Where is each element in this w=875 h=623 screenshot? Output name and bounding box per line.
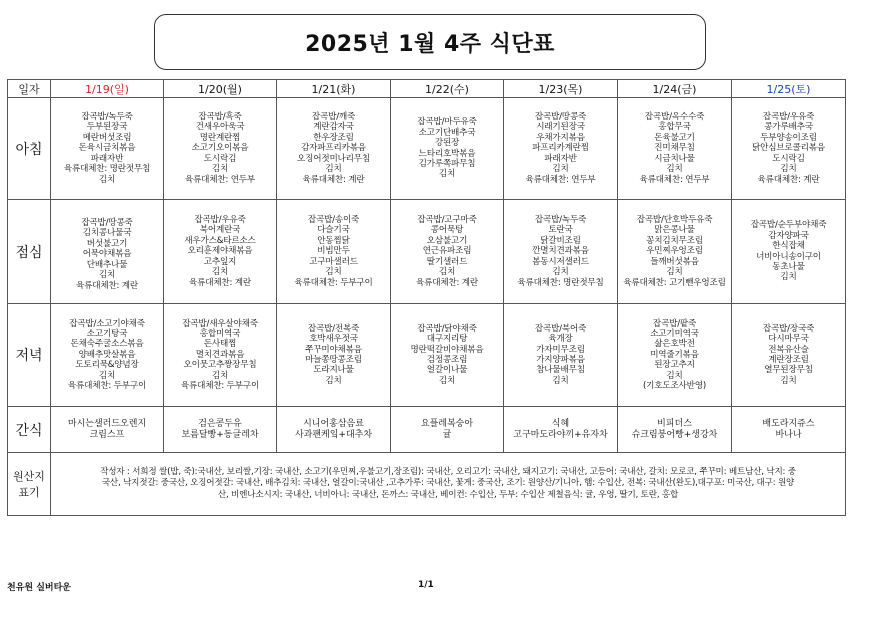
meal-cell xyxy=(732,200,846,304)
menu-item: 안동찜닭 xyxy=(317,235,350,246)
origin-line: 작성자 : 서희정 쌀(밥, 죽):국내산, 보리쌀,기장: 국내산, 소고기(우민찌,우불고기,장조림): 국내산, 오리고기: 국내산, 돼지고기: 국내산, 고등어: 국내산, 갈치: 모로코, 쭈꾸미: 베트남산, 낙지: 중 xyxy=(100,466,796,477)
menu-item: 두부된장국 xyxy=(86,122,128,133)
lunch-row xyxy=(8,200,846,304)
meal-cell xyxy=(164,98,277,200)
menu-item: 삶은호박전 xyxy=(654,339,695,350)
page-title: 2025년 1월 4주 식단표 xyxy=(305,31,555,57)
title-box xyxy=(154,14,706,70)
menu-item: 쭈꾸미야채볶음 xyxy=(305,344,362,355)
menu-item: 한식잡채 xyxy=(772,241,805,252)
menu-item: 시금치나물 xyxy=(654,153,695,164)
menu-item: 연근유파조림 xyxy=(422,246,472,257)
menu-item: 도라지나물 xyxy=(313,365,354,376)
menu-item: 김치 xyxy=(552,375,569,386)
menu-item: 김치 xyxy=(325,267,342,278)
menu-item: 고추잎지 xyxy=(203,256,237,267)
menu-item: 잡곡밥/단호박두유죽 xyxy=(636,215,713,226)
meal-cell xyxy=(164,304,277,407)
menu-item: 고구마도라야끼+유자차 xyxy=(513,429,608,440)
menu-item: 검정콩조림 xyxy=(426,355,468,365)
menu-item: 잡곡밥/땅콩죽 xyxy=(81,218,133,229)
menu-item: 김치 xyxy=(211,370,229,381)
menu-item: 시래기된장국 xyxy=(536,122,585,133)
menu-item: 요플레복숭아 xyxy=(420,418,474,429)
menu-item: 비피더스 xyxy=(657,418,692,429)
meal-label: 아침 xyxy=(15,141,43,158)
menu-item: 오삼불고기 xyxy=(426,235,468,246)
organization-name: 천유원 실버타운 xyxy=(7,583,71,593)
menu-item: 도토리묵&양념장 xyxy=(75,360,139,371)
menu-item: 우채가지볶음 xyxy=(536,132,585,143)
menu-item: 김치 xyxy=(98,270,116,281)
menu-item: 오이뭇고추짱장무침 xyxy=(183,360,257,371)
menu-item: 육류대체찬: 연두부 xyxy=(525,174,596,185)
meal-label: 저녁 xyxy=(15,348,43,364)
menu-item: 마시는샐러드오렌지 xyxy=(67,418,147,429)
menu-item: 크림스프 xyxy=(89,429,125,440)
snack-cell xyxy=(391,407,504,453)
menu-item: 육류대체찬: 고기뺀우엉조림 xyxy=(623,277,726,288)
snack-cell xyxy=(277,407,391,453)
menu-item: 육류대체찬: 두부구이 xyxy=(180,381,260,392)
day-label: 1/19(일) xyxy=(85,82,129,96)
menu-item: 바나나 xyxy=(775,429,802,440)
menu-item: 멸치견과볶음 xyxy=(195,349,245,360)
menu-item: 잡곡밥/전복죽 xyxy=(307,323,360,334)
menu-item: 김치 xyxy=(325,164,342,175)
menu-item: 소고기단배추국 xyxy=(418,127,476,138)
header-row xyxy=(8,80,846,98)
menu-item: 단배추나물 xyxy=(86,259,128,270)
menu-item: 잡곡밥/녹두죽 xyxy=(534,215,587,226)
day-header xyxy=(732,80,846,98)
day-label: 1/21(화) xyxy=(311,82,356,96)
menu-item: 김치 xyxy=(780,164,797,175)
meal-cell xyxy=(391,200,504,304)
day-header xyxy=(504,80,618,98)
menu-item: 육류대체찬: 계란 xyxy=(76,280,138,291)
menu-item: 소고기미역국 xyxy=(650,328,699,339)
menu-item: 김치 xyxy=(98,370,116,381)
meal-cell xyxy=(504,304,618,407)
origin-row xyxy=(8,453,846,516)
menu-item: 잡곡밥/깨죽 xyxy=(311,112,356,123)
meal-cell xyxy=(277,304,391,407)
menu-item: 메란버섯조림 xyxy=(82,132,132,143)
meal-cell xyxy=(618,98,732,200)
menu-item: 비빔만두 xyxy=(317,246,350,257)
menu-item: 대구지리탕 xyxy=(426,334,468,345)
menu-item: 다시마무국 xyxy=(768,334,809,345)
menu-item: 육개장 xyxy=(548,334,573,345)
menu-item: 육류대체찬: 계란 xyxy=(302,174,365,185)
menu-item: 토란국 xyxy=(548,225,573,236)
meal-cell xyxy=(277,98,391,200)
menu-item: 북어계란국 xyxy=(199,225,241,236)
menu-item: 육류대체찬: 명란젓무침 xyxy=(63,164,151,175)
menu-item: 딸기샐러드 xyxy=(426,256,468,267)
meal-cell xyxy=(277,200,391,304)
meal-cell xyxy=(391,98,504,200)
menu-item: 우민찌우엉조림 xyxy=(646,246,703,257)
menu-item: 김가루쪽파무침 xyxy=(418,158,476,169)
meal-label-cell xyxy=(8,304,51,407)
menu-item: 새우가스&타르소스 xyxy=(184,235,256,246)
menu-item: 육류대체찬: 계란 xyxy=(189,277,251,288)
menu-item: 육류대체찬: 두부구이 xyxy=(294,277,373,288)
menu-item: 잡곡밥/팥죽 xyxy=(652,318,697,329)
menu-item: 미역줄기볶음 xyxy=(650,349,699,360)
day-header xyxy=(277,80,391,98)
menu-item: 닭안심브로콜리볶음 xyxy=(752,143,825,154)
menu-item: 도시락김 xyxy=(203,153,237,164)
menu-item: 검은콩두유 xyxy=(198,418,242,429)
menu-item: 파래자반 xyxy=(90,153,124,164)
menu-item: 오리훈제야채볶음 xyxy=(187,246,253,257)
menu-item: 마늘쫑땅콩조림 xyxy=(305,355,362,365)
menu-item: 식혜 xyxy=(551,418,570,429)
snack-cell xyxy=(504,407,618,453)
menu-item: 사과팬케잌+대추차 xyxy=(294,429,373,440)
day-label: 1/23(목) xyxy=(538,82,583,96)
day-header xyxy=(618,80,732,98)
snack-cell xyxy=(164,407,277,453)
menu-item: 잡곡밥/북어죽 xyxy=(534,323,587,334)
menu-item: 김치 xyxy=(438,267,456,278)
menu-item: 들깨버섯볶음 xyxy=(650,256,699,267)
menu-item: 강된장 xyxy=(434,138,460,149)
menu-item: 느타리호박볶음 xyxy=(418,148,476,159)
menu-table xyxy=(7,79,846,516)
page-number: 1/1 xyxy=(418,580,434,590)
menu-item: 파래자반 xyxy=(544,153,577,164)
menu-item: 육류대체찬: 계란 xyxy=(757,174,820,185)
meal-label-cell xyxy=(8,98,51,200)
snack-row xyxy=(8,407,846,453)
meal-cell xyxy=(504,98,618,200)
menu-item: 잡곡밥/고구마죽 xyxy=(417,215,477,226)
menu-item: 소고기탕국 xyxy=(86,328,128,339)
meal-label: 점심 xyxy=(15,244,43,261)
origin-line: 산, 비엔나소시지: 국내산, 너비아니: 국내산, 돈까스: 국내산, 베이컨: 수입산, 두부: 수입산 제철음식: 귤, 우엉, 딸기, 토란, 홍합 xyxy=(217,489,679,500)
date-label-cell xyxy=(8,80,51,98)
menu-item: 한우장조림 xyxy=(313,132,354,143)
menu-item: 김치 xyxy=(780,272,797,283)
menu-item: 명란계란찜 xyxy=(199,132,241,143)
menu-item: 육류대체찬: 명란젓무침 xyxy=(517,277,604,288)
menu-item: 보름달빵+동글레차 xyxy=(181,429,259,440)
menu-item: 꽁치김치무조림 xyxy=(646,235,703,246)
origin-label-cell xyxy=(8,453,51,516)
menu-item: 너비아니송이구이 xyxy=(756,251,821,262)
menu-item: 김치 xyxy=(98,174,116,185)
menu-item: 감자양파국 xyxy=(768,230,809,241)
menu-item: 잡곡밥/옥수수죽 xyxy=(644,112,705,123)
menu-item: 육류대체찬: 계란 xyxy=(416,277,478,288)
menu-item: 김치 xyxy=(666,164,683,175)
menu-item: 양배추맛살볶음 xyxy=(78,349,136,360)
day-header xyxy=(391,80,504,98)
menu-item: 열무된장무침 xyxy=(764,365,813,376)
menu-item: 잡곡밥/마두유죽 xyxy=(417,117,477,128)
origin-text-cell xyxy=(51,453,846,516)
meal-label: 간식 xyxy=(15,422,43,439)
menu-item: 잡곡밥/장국죽 xyxy=(762,323,815,334)
menu-item: 두부양송이조림 xyxy=(760,132,817,143)
menu-item: 호박새우젓국 xyxy=(309,334,358,345)
date-label: 일자 xyxy=(18,82,40,96)
menu-item: 파프리카계란찜 xyxy=(532,143,589,154)
day-label: 1/24(금) xyxy=(652,82,697,96)
menu-item: 잡곡밥/우유죽 xyxy=(194,215,246,226)
meal-label-cell xyxy=(8,200,51,304)
meal-label-cell xyxy=(8,407,51,453)
menu-item: 김치 xyxy=(552,267,569,278)
menu-item: 봄동시저샐러드 xyxy=(532,256,589,267)
menu-item: 돈육시금치볶음 xyxy=(78,143,136,154)
menu-item: 동초나물 xyxy=(772,261,805,272)
menu-item: 잡곡밥/우유죽 xyxy=(762,112,815,123)
menu-item: 김치 xyxy=(211,164,229,175)
menu-item: 김치콩나물국 xyxy=(82,228,132,239)
menu-item: 잡곡밥/땅콩죽 xyxy=(534,112,587,123)
menu-item: 육류대체찬: 두부구이 xyxy=(67,381,147,392)
meal-cell xyxy=(51,304,164,407)
menu-item: 전복유산슬 xyxy=(768,344,809,355)
menu-item: 시니어홍삼음료 xyxy=(303,418,364,429)
menu-item: 콩어묵탕 xyxy=(430,225,464,236)
menu-item: 명란떡갈비야채볶음 xyxy=(410,344,484,355)
meal-cell xyxy=(618,200,732,304)
meal-cell xyxy=(732,304,846,407)
menu-item: 귤 xyxy=(442,429,452,440)
menu-item: 어묵야채볶음 xyxy=(82,249,132,260)
menu-item: 잡곡밥/순두부야채죽 xyxy=(750,220,827,231)
day-label: 1/25(토) xyxy=(766,82,811,96)
menu-item: 맑은콩나물 xyxy=(654,225,695,236)
menu-item: 김치 xyxy=(438,375,456,386)
menu-item: 잡곡밥/소고기야채죽 xyxy=(69,318,145,329)
menu-item: 계란감자국 xyxy=(313,122,354,133)
origin-line: 국산, 낙지젓갈: 중국산, 오징어젓갈: 국내산, 배추김치: 국내산, 얼갈이:국내산 ,고추가루: 국내산, 꽃게: 중국산, 조기: 원양산/기니아, 햄: 수입산, 전복: 국내산(완도),대구포: 미국산, 대구: 원양 xyxy=(101,478,795,489)
meal-cell xyxy=(51,98,164,200)
menu-item: 가지양파볶음 xyxy=(536,355,585,365)
menu-item: 잡곡밥/녹두죽 xyxy=(81,112,133,123)
menu-item: 콩가루배추국 xyxy=(764,122,813,133)
menu-item: 김치 xyxy=(211,267,229,278)
day-label: 1/22(수) xyxy=(425,82,469,96)
menu-item: 얼갈이나물 xyxy=(426,365,468,376)
snack-cell xyxy=(51,407,164,453)
origin-label: 원산지 표기 xyxy=(13,470,45,499)
menu-item: 다슬기국 xyxy=(317,225,350,236)
menu-item: 도시락김 xyxy=(772,153,805,164)
menu-item: 건새우아욱국 xyxy=(195,122,245,133)
meal-cell xyxy=(391,304,504,407)
menu-item: 돈육불고기 xyxy=(654,132,695,143)
menu-item: 잡곡밥/닭야채죽 xyxy=(417,323,477,334)
menu-item: 오징어젓미나리무침 xyxy=(297,153,370,164)
menu-item: 진미채무침 xyxy=(654,143,695,154)
day-header xyxy=(51,80,164,98)
menu-item: 버섯불고기 xyxy=(86,238,128,249)
menu-item: 김치 xyxy=(666,267,683,278)
menu-item: 홍합미역국 xyxy=(199,328,241,339)
menu-item: 가자미무조림 xyxy=(536,344,585,355)
meal-cell xyxy=(618,304,732,407)
menu-item: 계란장조림 xyxy=(768,355,809,365)
menu-item: 잡곡밥/흑죽 xyxy=(198,112,242,123)
dinner-row xyxy=(8,304,846,407)
snack-cell xyxy=(732,407,846,453)
menu-item: 육류대체찬: 연두부 xyxy=(639,174,710,185)
menu-item: 육류대체찬: 연두부 xyxy=(184,174,256,185)
meal-cell xyxy=(51,200,164,304)
menu-item: 깐멸치견과볶음 xyxy=(532,246,589,257)
day-label: 1/20(월) xyxy=(198,82,242,96)
menu-item: 닭갈비조림 xyxy=(540,235,581,246)
menu-item: (기호도조사반영) xyxy=(642,381,707,392)
menu-item: 배도라지쥬스 xyxy=(762,418,815,429)
menu-item: 슈크림붕어빵+생강차 xyxy=(631,429,718,440)
menu-item: 소고기오이볶음 xyxy=(191,143,249,154)
menu-item: 돈사태찜 xyxy=(203,339,237,350)
meal-cell xyxy=(732,98,846,200)
menu-item: 고구마샐러드 xyxy=(309,256,358,267)
snack-cell xyxy=(618,407,732,453)
menu-item: 잡곡밥/송이죽 xyxy=(307,215,360,226)
menu-item: 참나물배무침 xyxy=(536,365,585,376)
menu-item: 된장고추지 xyxy=(654,360,695,371)
menu-item: 감자파프리카볶음 xyxy=(301,143,366,154)
day-header xyxy=(164,80,277,98)
menu-item: 김치 xyxy=(438,169,456,180)
breakfast-row xyxy=(8,98,846,200)
menu-item: 홍합무국 xyxy=(658,122,691,133)
menu-item: 김치 xyxy=(552,164,569,175)
menu-item: 김치 xyxy=(780,375,797,386)
menu-item: 돈채숙주굴소스볶음 xyxy=(70,339,144,350)
menu-item: 김치 xyxy=(325,375,342,386)
menu-item: 김치 xyxy=(666,370,683,381)
meal-cell xyxy=(504,200,618,304)
menu-item: 잡곡밥/새우살야채죽 xyxy=(182,318,258,329)
meal-cell xyxy=(164,200,277,304)
